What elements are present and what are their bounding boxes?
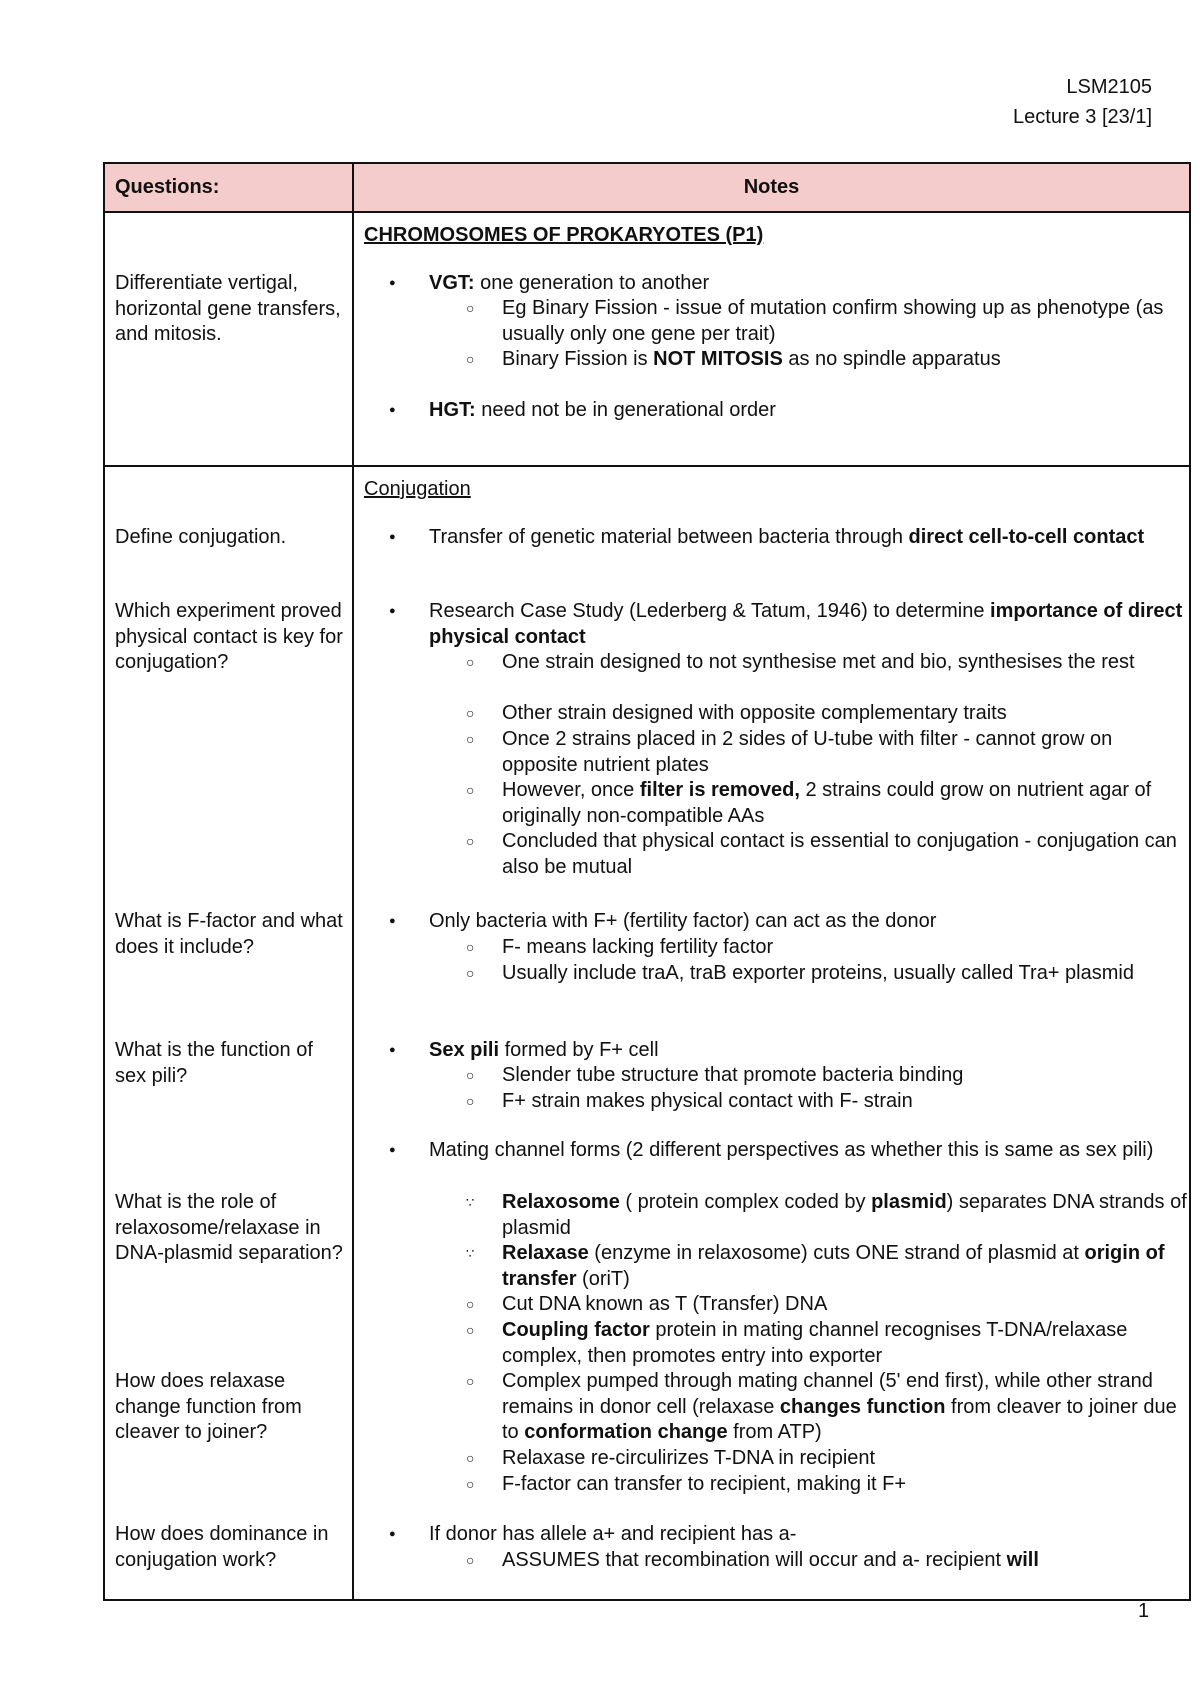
sub-bullet: ○ Concluded that physical contact is essential to conjugation - conjugation can also be mutual	[502, 829, 1192, 880]
sub-bullet: ○ Once 2 strains placed in 2 sides of U-tube with filter - cannot grow on opposite nutrient plates	[502, 727, 1192, 778]
sub-bullet: ○ Complex pumped through mating channel (5' end first), while other strand remains in donor cell (relaxase changes function from cleaver to joiner due to conformation change from ATP)	[502, 1369, 1192, 1446]
table-row	[104, 212, 1190, 466]
sub-bullet: ○ However, once filter is removed, 2 strains could grow on nutrient agar of originally non-compatible AAs	[502, 778, 1192, 829]
bullet: ● HGT: need not be in generational order	[429, 398, 1184, 424]
notes-header: Notes	[353, 163, 1190, 212]
bullet: ● If donor has allele a+ and recipient has a-	[429, 1522, 1184, 1548]
sub-bullet: ∵ Relaxase (enzyme in relaxosome) cuts ONE strand of plasmid at origin of transfer (oriT)	[502, 1241, 1192, 1292]
bullet: ● Only bacteria with F+ (fertility factor) can act as the donor	[429, 909, 1184, 935]
sub-bullet: ○ Cut DNA known as T (Transfer) DNA	[502, 1292, 1192, 1318]
question: Differentiate vertigal, horizontal gene transfers, and mitosis.	[115, 272, 341, 345]
sub-bullet: ○ One strain designed to not synthesise met and bio, synthesises the rest	[502, 650, 1192, 676]
page-number: 1	[1138, 1600, 1150, 1622]
bullet: ● VGT: one generation to another	[429, 271, 1184, 297]
sub-bullet: ○ F+ strain makes physical contact with F- strain	[502, 1089, 1192, 1115]
questions-cell	[105, 467, 352, 1599]
sub-bullet: ○ Other strain designed with opposite complementary traits	[502, 701, 1192, 727]
question: How does relaxase change function from cleaver to joiner?	[115, 1370, 302, 1443]
bullet: ● Sex pili formed by F+ cell	[429, 1038, 1184, 1064]
bullet: ● Research Case Study (Lederberg & Tatum, 1946) to determine importance of direct physical contact	[429, 599, 1184, 650]
table-row	[104, 466, 1190, 1600]
question: Which experiment proved physical contact is key for conjugation?	[115, 600, 343, 673]
question: What is the role of relaxosome/relaxase in DNA-plasmid separation?	[115, 1191, 343, 1264]
cornell-notes-table	[103, 162, 1191, 1601]
sub-bullet: ○ Usually include traA, traB exporter proteins, usually called Tra+ plasmid	[502, 961, 1192, 987]
section-title: Conjugation	[364, 478, 471, 500]
notes-cell	[354, 213, 1189, 465]
notes-cell	[354, 467, 1189, 1599]
sub-bullet: ○ ASSUMES that recombination will occur and a- recipient will	[502, 1548, 1192, 1574]
sub-bullet: ○ Binary Fission is NOT MITOSIS as no spindle apparatus	[502, 347, 1192, 373]
bullet: ● Mating channel forms (2 different perspectives as whether this is same as sex pili)	[429, 1138, 1184, 1164]
section-title: CHROMOSOMES OF PROKARYOTES (P1)	[364, 224, 764, 246]
bullet: ● Transfer of genetic material between bacteria through direct cell-to-cell contact	[429, 525, 1184, 551]
question: How does dominance in conjugation work?	[115, 1523, 329, 1571]
table-header-row	[104, 163, 1190, 212]
sub-bullet: ○ Eg Binary Fission - issue of mutation confirm showing up as phenotype (as usually only one gene per trait)	[502, 296, 1192, 347]
question: Define conjugation.	[115, 526, 287, 548]
sub-bullet: ○ Relaxase re-circulirizes T-DNA in recipient	[502, 1446, 1192, 1472]
question: What is F-factor and what does it include?	[115, 910, 343, 958]
sub-bullet: ○ F-factor can transfer to recipient, making it F+	[502, 1472, 1192, 1498]
sub-bullet: ○ Slender tube structure that promote bacteria binding	[502, 1063, 1192, 1089]
question: What is the function of sex pili?	[115, 1039, 313, 1087]
sub-bullet: ○ F- means lacking fertility factor	[502, 935, 1192, 961]
questions-header: Questions:	[104, 163, 353, 212]
sub-bullet: ∵ Relaxosome ( protein complex coded by plasmid) separates DNA strands of plasmid	[502, 1190, 1192, 1241]
page-header	[1013, 72, 1152, 132]
sub-bullet: ○ Coupling factor protein in mating channel recognises T-DNA/relaxase complex, then promotes entry into exporter	[502, 1318, 1192, 1369]
course-code: LSM2105	[1066, 76, 1152, 98]
questions-cell	[105, 213, 352, 465]
lecture-label: Lecture 3 [23/1]	[1013, 106, 1152, 128]
